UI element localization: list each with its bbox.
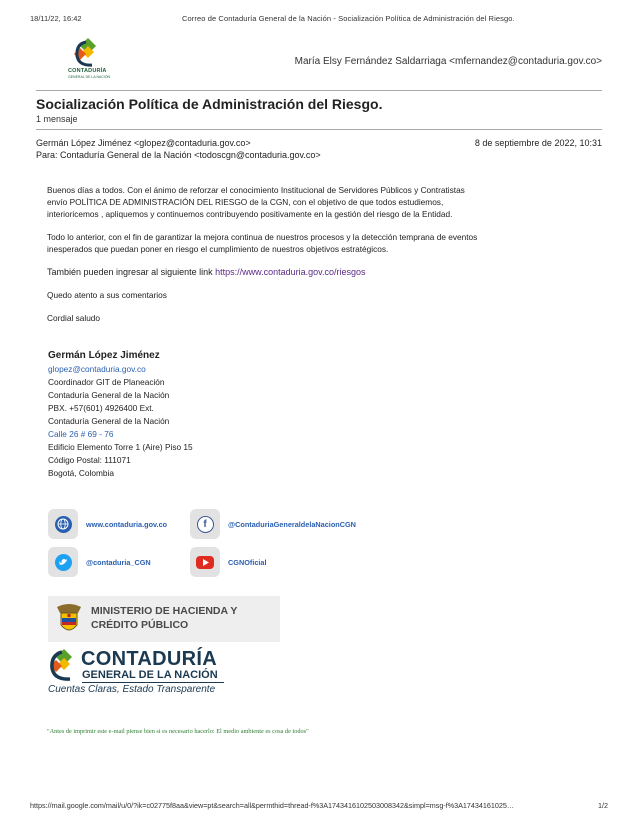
social-facebook-label: @ContaduriaGeneraldelaNacionCGN <box>228 519 356 529</box>
globe-icon <box>48 509 78 539</box>
signature-phone: PBX. +57(601) 4926400 Ext. <box>48 403 154 413</box>
facebook-icon: f <box>190 509 220 539</box>
signature-org: Contaduría General de la Nación <box>48 390 170 400</box>
youtube-icon <box>190 547 220 577</box>
signature-role: Coordinador GIT de Planeación <box>48 377 165 387</box>
body-paragraph-5: Cordial saludo <box>47 313 101 323</box>
social-twitter-label: @contaduria_CGN <box>86 557 151 567</box>
cgn-emblem-icon <box>64 36 114 70</box>
body-paragraph-1: Buenos días a todos. Con el ánimo de reforzar el conocimiento Institucional de Servidores Públicos y Contratistas envío POLÍTICA DE ADMINISTRACIÓN DEL RIESGO de la CGN, con el objetivo de que todos estudiemos, interioricemos , apliquemos y continuemos contribuyendo positivamente en la gestión del riesgo de la Entidad. <box>47 185 465 219</box>
cgn-logo-large <box>48 648 238 698</box>
message-from: Germán López Jiménez <glopez@contaduria.gov.co> <box>36 138 251 148</box>
cgn-emblem-large-icon <box>48 648 80 684</box>
signature-email[interactable]: glopez@contaduria.gov.co <box>48 364 146 374</box>
twitter-icon <box>48 547 78 577</box>
print-datetime: 18/11/22, 16:42 <box>30 14 82 23</box>
social-web-label: www.contaduria.gov.co <box>86 519 168 529</box>
riesgos-link[interactable]: https://www.contaduria.gov.co/riesgos <box>215 267 366 277</box>
signature-postal: Código Postal: 111071 <box>48 455 131 465</box>
message-to: Para: Contaduría General de la Nación <todoscgn@contaduria.gov.co> <box>36 150 321 160</box>
social-youtube[interactable] <box>190 546 267 578</box>
signature-address[interactable]: Calle 26 # 69 - 76 <box>48 429 114 439</box>
message-body <box>47 184 587 335</box>
account-identity: María Elsy Fernández Saldarriaga <mfernandez@contaduria.gov.co> <box>294 56 602 67</box>
logo-small-line1: CONTADURÍA <box>68 68 107 74</box>
social-twitter[interactable] <box>48 546 151 578</box>
cgn-logo-tagline: Cuentas Claras, Estado Transparente <box>48 684 216 695</box>
message-count: 1 mensaje <box>36 114 78 124</box>
social-facebook[interactable] <box>190 508 356 540</box>
print-page-title: Correo de Contaduría General de la Nación - Socialización Política de Administración del Riesgo. <box>182 14 515 23</box>
body-paragraph-2: Todo lo anterior, con el fin de garantizar la mejora continua de nuestros procesos y la detección temprana de eventos inesperados que puedan poner en riesgo el cumplimiento de nuestros objetivos estratégicos. <box>47 232 478 254</box>
coat-of-arms-icon <box>54 601 84 637</box>
signature-city: Bogotá, Colombia <box>48 468 114 478</box>
signature <box>48 349 193 480</box>
footer-page-number: 1/2 <box>598 801 608 810</box>
signature-building: Edificio Elemento Torre 1 (Aire) Piso 15 <box>48 442 193 452</box>
cgn-logo-rule <box>82 682 224 683</box>
header-divider <box>36 90 602 91</box>
message-date: 8 de septiembre de 2022, 10:31 <box>474 138 602 148</box>
signature-org2: Contaduría General de la Nación <box>48 416 170 426</box>
logo-small-line2: GENERAL DE LA NACIÓN <box>68 75 111 79</box>
social-web[interactable] <box>48 508 167 540</box>
signature-name: Germán López Jiménez <box>48 350 160 361</box>
cgn-logo-small <box>64 36 114 86</box>
ministerio-text: MINISTERIO DE HACIENDA Y CRÉDITO PÚBLICO <box>91 605 238 631</box>
eco-note: "Antes de imprimir este e-mail piense bien si es necesario hacerlo: El medio ambiente es cosa de todos" <box>47 728 309 735</box>
ministerio-hacienda-logo <box>48 596 280 642</box>
cgn-logo-line2: GENERAL DE LA NACIÓN <box>82 669 218 681</box>
subject-divider <box>36 129 602 130</box>
footer-url: https://mail.google.com/mail/u/0/?ik=c02775f8aa&view=pt&search=all&permthid=thread-f%3A1743416102503008342&simpl=msg-f%3A17434161025… <box>30 801 515 810</box>
social-youtube-label: CGNOficial <box>228 557 267 567</box>
body-paragraph-3: También pueden ingresar al siguiente link https://www.contaduria.gov.co/riesgos <box>47 267 366 277</box>
cgn-logo-line1: CONTADURÍA <box>81 648 217 670</box>
social-links <box>48 508 428 578</box>
body-paragraph-4: Quedo atento a sus comentarios <box>47 290 167 300</box>
email-subject: Socialización Política de Administración del Riesgo. <box>36 96 383 112</box>
